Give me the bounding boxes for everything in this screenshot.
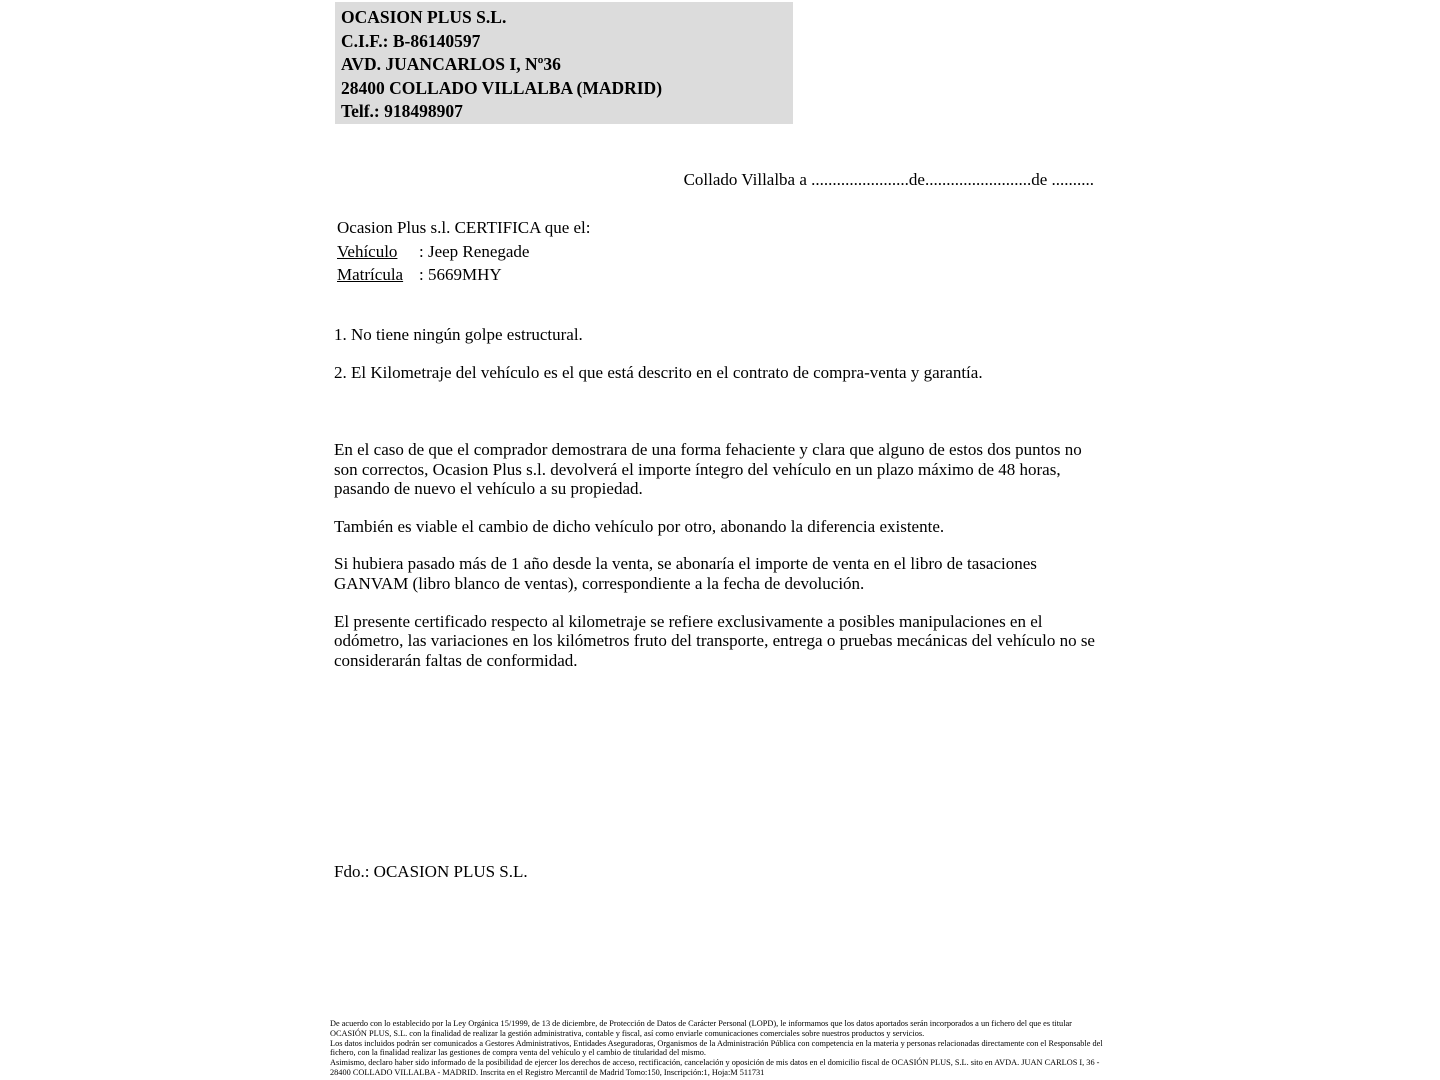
certifies-line: Ocasion Plus s.l. CERTIFICA que el:: [337, 218, 591, 237]
company-phone: Telf.: 918498907: [341, 101, 463, 122]
paragraph-exchange-option: También es viable el cambio de dicho vehículo por otro, abonando la diferencia existente.: [334, 516, 945, 536]
plate-value: : 5669MHY: [419, 265, 502, 285]
vehicle-value: : Jeep Renegade: [419, 241, 530, 261]
lopd-paragraph-3: Asimismo, declaro haber sido informado de la posibilidad de ejercer los derechos de acceso, rectificación, cancelación y oposición de mis datos en el domicilio fiscal de OCASIÓN PLUS, S.L. sito en AVDA. JUAN CARLOS I, 36 - 28400 COLLADO VILLALBA - MADRID. Inscrita en el Registro Mercantil de Madrid Tomo:150, Inscripción:1, Hoja:M 511731: [330, 1058, 1100, 1077]
body-paragraphs: [334, 440, 1106, 670]
company-city: 28400 COLLADO VILLALBA (MADRID): [341, 77, 663, 98]
plate-label: Matrícula: [337, 265, 404, 285]
certification-points: [334, 325, 1106, 383]
legal-footer: [330, 1019, 1106, 1078]
date-line: Collado Villalba a .......................de.........................de ..........: [683, 170, 1094, 189]
letterhead-block: [335, 2, 793, 124]
plate-label-wrap: [337, 263, 419, 287]
vehicle-line: [337, 240, 591, 264]
lopd-paragraph-2: Los datos incluidos podrán ser comunicados a Gestores Administrativos, Entidades Aseguradoras, Organismos de la Administración Pública con competencia en la materia y personas relacionadas directamente con el Responsable del fichero, con la finalidad realizar las gestiones de compra venta del vehículo y el cambio de titularidad del mismo.: [330, 1038, 1103, 1058]
vehicle-label: Vehículo: [337, 241, 398, 261]
vehicle-label-wrap: [337, 240, 419, 264]
company-address: AVD. JUANCARLOS I, Nº36: [341, 54, 561, 75]
point-1: 1. No tiene ningún golpe estructural.: [334, 325, 583, 344]
plate-line: [337, 263, 591, 287]
paragraph-refund-terms: En el caso de que el comprador demostrara de una forma fehaciente y clara que alguno de estos dos puntos no son correctos, Ocasion Plus s.l. devolverá el importe íntegro del vehículo en un plazo máximo de 48 horas, pasando de nuevo el vehículo a su propiedad.: [334, 440, 1082, 499]
paragraph-ganvam-valuation: Si hubiera pasado más de 1 año desde la venta, se abonaría el importe de venta en el libro de tasaciones GANVAM (libro blanco de ventas), correspondiente a la fecha de devolución.: [334, 554, 1037, 593]
company-name: OCASION PLUS S.L.: [341, 7, 507, 27]
company-cif: C.I.F.: B-86140597: [341, 30, 481, 51]
signature-line: Fdo.: OCASION PLUS S.L.: [334, 862, 528, 881]
point-2: 2. El Kilometraje del vehículo es el que está descrito en el contrato de compra-venta y garantía.: [334, 363, 983, 382]
certificate-intro-block: [337, 216, 591, 287]
paragraph-odometer-disclaimer: El presente certificado respecto al kilometraje se refiere exclusivamente a posibles manipulaciones en el odómetro, las variaciones en los kilómetros fruto del transporte, entrega o pruebas mecánicas del vehículo no se considerarán faltas de conformidad.: [334, 611, 1095, 670]
lopd-paragraph-1: De acuerdo con lo establecido por la Ley Orgánica 15/1999, de 13 de diciembre, de Protección de Datos de Carácter Personal (LOPD), le informamos que los datos aportados serán incorporados a un fichero del que es titular OCASIÓN PLUS, S.L. con la finalidad de realizar la gestión administrativa, contable y fiscal, así como enviarle comunicaciones comerciales sobre nuestros productos y servicios.: [330, 1019, 1072, 1038]
